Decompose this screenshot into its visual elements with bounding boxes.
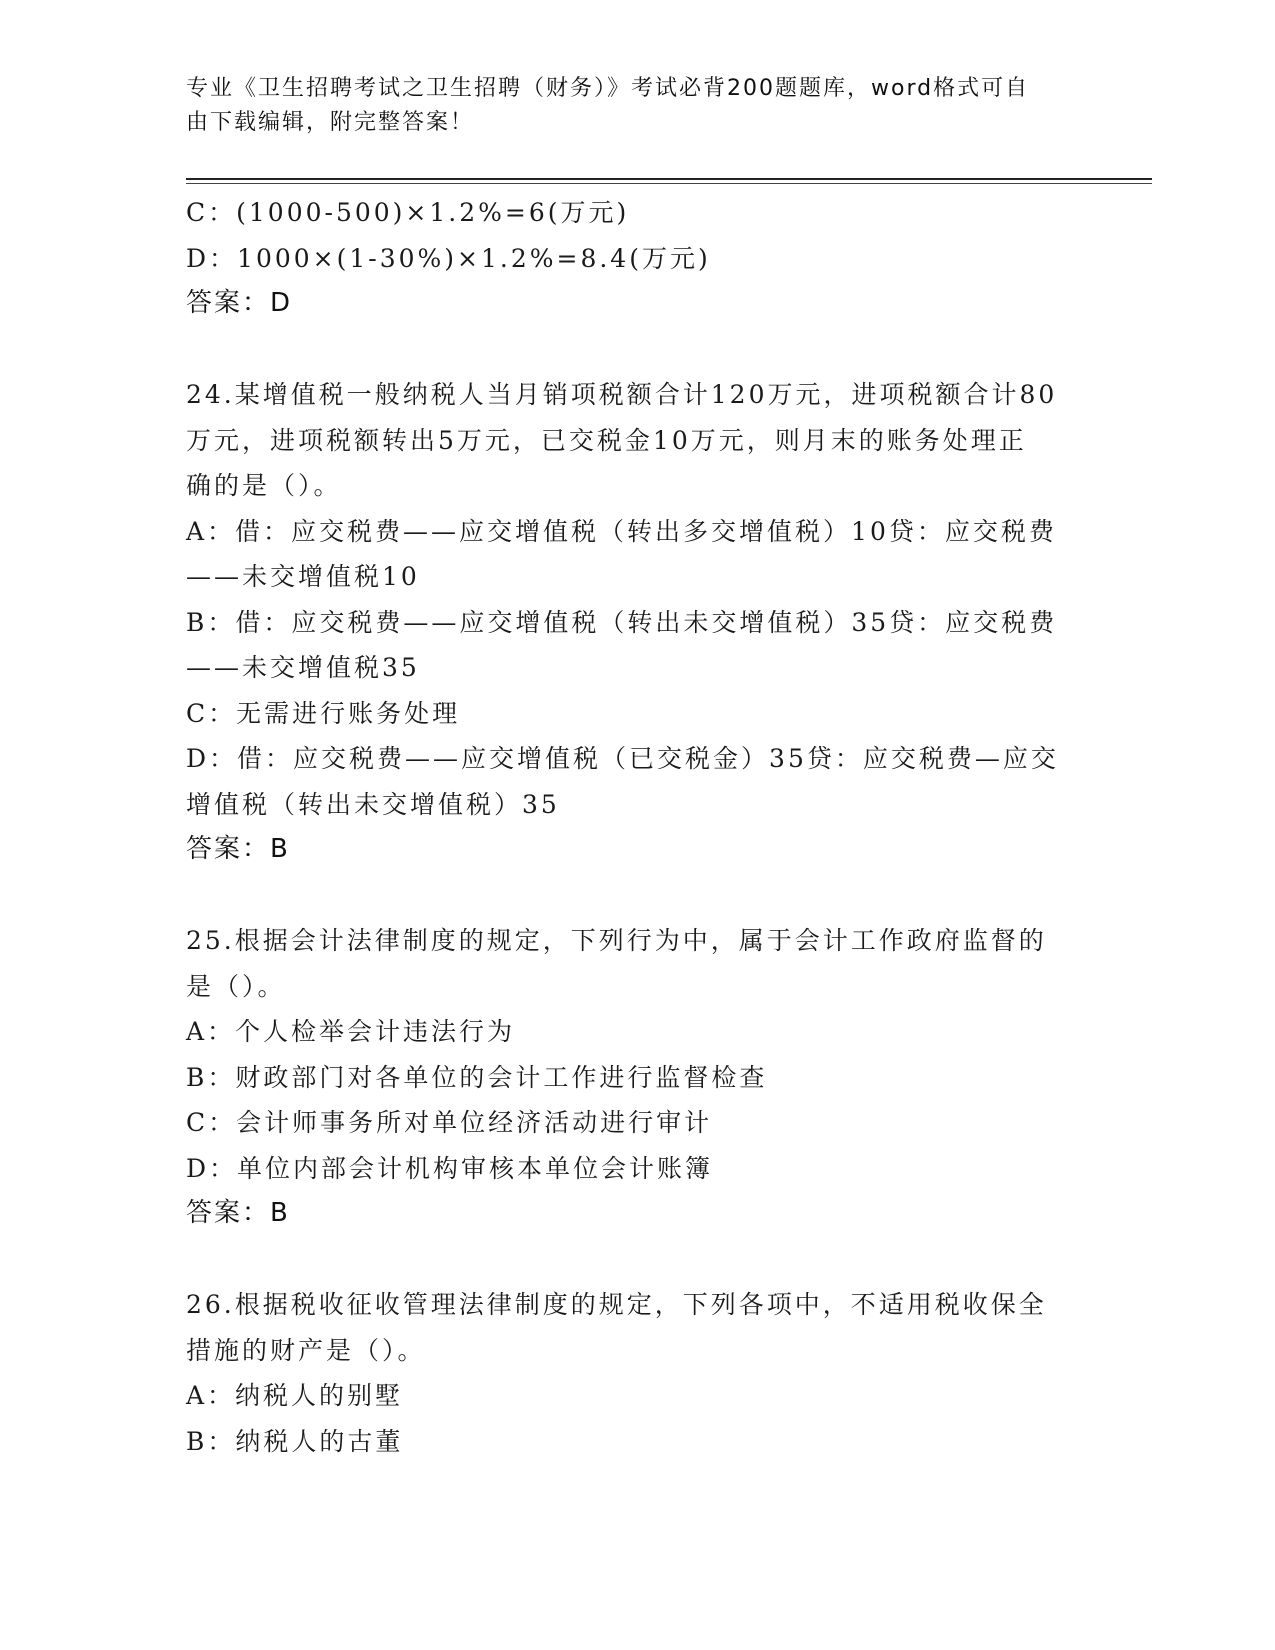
header-divider-thick: [186, 178, 1152, 180]
q26-stem-line-2: 措施的财产是（）。: [186, 1335, 426, 1365]
q24-option-d-line-2: 增值税（转出未交增值税）35: [186, 789, 560, 819]
q24-stem-line-1: 24.某增值税一般纳税人当月销项税额合计120万元，进项税额合计80: [186, 380, 1058, 409]
page-header: [186, 72, 1066, 140]
q24-stem-line-3: 确的是（）。: [186, 471, 342, 500]
spacer: [186, 1237, 1086, 1283]
q25-answer: 答案：B: [186, 1198, 290, 1228]
header-divider-thin: [186, 183, 1152, 184]
q24-stem-line-2: 万元，进项税额转出5万元，已交税金10万元，则月末的账务处理正: [186, 425, 1027, 455]
q24-option-b-line-1: B：借：应交税费——应交增值税（转出未交增值税）35贷：应交税费: [186, 607, 1058, 637]
spacer: [186, 873, 1086, 919]
question-25: [186, 918, 1086, 1237]
q26-option-a: A：纳税人的别墅: [186, 1381, 404, 1410]
header-line-1: 专业《卫生招聘考试之卫生招聘（财务）》考试必背200题题库，word格式可自: [186, 76, 1030, 101]
q23-answer: 答案：D: [186, 288, 293, 318]
q23-option-d: D：1000×(1-30%)×1.2%=8.4(万元): [186, 243, 711, 273]
question-23-tail: [186, 190, 1086, 327]
q23-option-c: C：(1000-500)×1.2%=6(万元): [186, 198, 630, 227]
q24-option-a-line-2: ——未交增值税10: [186, 562, 420, 591]
q24-option-d-line-1: D：借：应交税费——应交增值税（已交税金）35贷：应交税费—应交: [186, 744, 1059, 773]
document-body: [186, 190, 1086, 1464]
q25-option-c: C：会计师事务所对单位经济活动进行审计: [186, 1108, 713, 1137]
q26-option-b: B：纳税人的古董: [186, 1426, 404, 1456]
q26-stem-line-1: 26.根据税收征收管理法律制度的规定，下列各项中，不适用税收保全: [186, 1290, 1047, 1319]
q25-option-b: B：财政部门对各单位的会计工作进行监督检查: [186, 1062, 768, 1092]
q25-stem-line-2: 是（）。: [186, 971, 286, 1001]
spacer: [186, 327, 1086, 373]
q25-option-a: A：个人检举会计违法行为: [186, 1017, 516, 1046]
q24-option-b-line-2: ——未交增值税35: [186, 653, 420, 682]
q25-option-d: D：单位内部会计机构审核本单位会计账簿: [186, 1153, 714, 1183]
question-26: [186, 1282, 1086, 1464]
q24-option-a-line-1: A：借：应交税费——应交增值税（转出多交增值税）10贷：应交税费: [186, 516, 1057, 546]
header-line-2: 由下载编辑，附完整答案！: [186, 110, 475, 135]
question-24: [186, 372, 1086, 873]
q24-answer: 答案：B: [186, 834, 290, 864]
q25-stem-line-1: 25.根据会计法律制度的规定，下列行为中，属于会计工作政府监督的: [186, 926, 1047, 955]
q24-option-c: C：无需进行账务处理: [186, 698, 461, 728]
